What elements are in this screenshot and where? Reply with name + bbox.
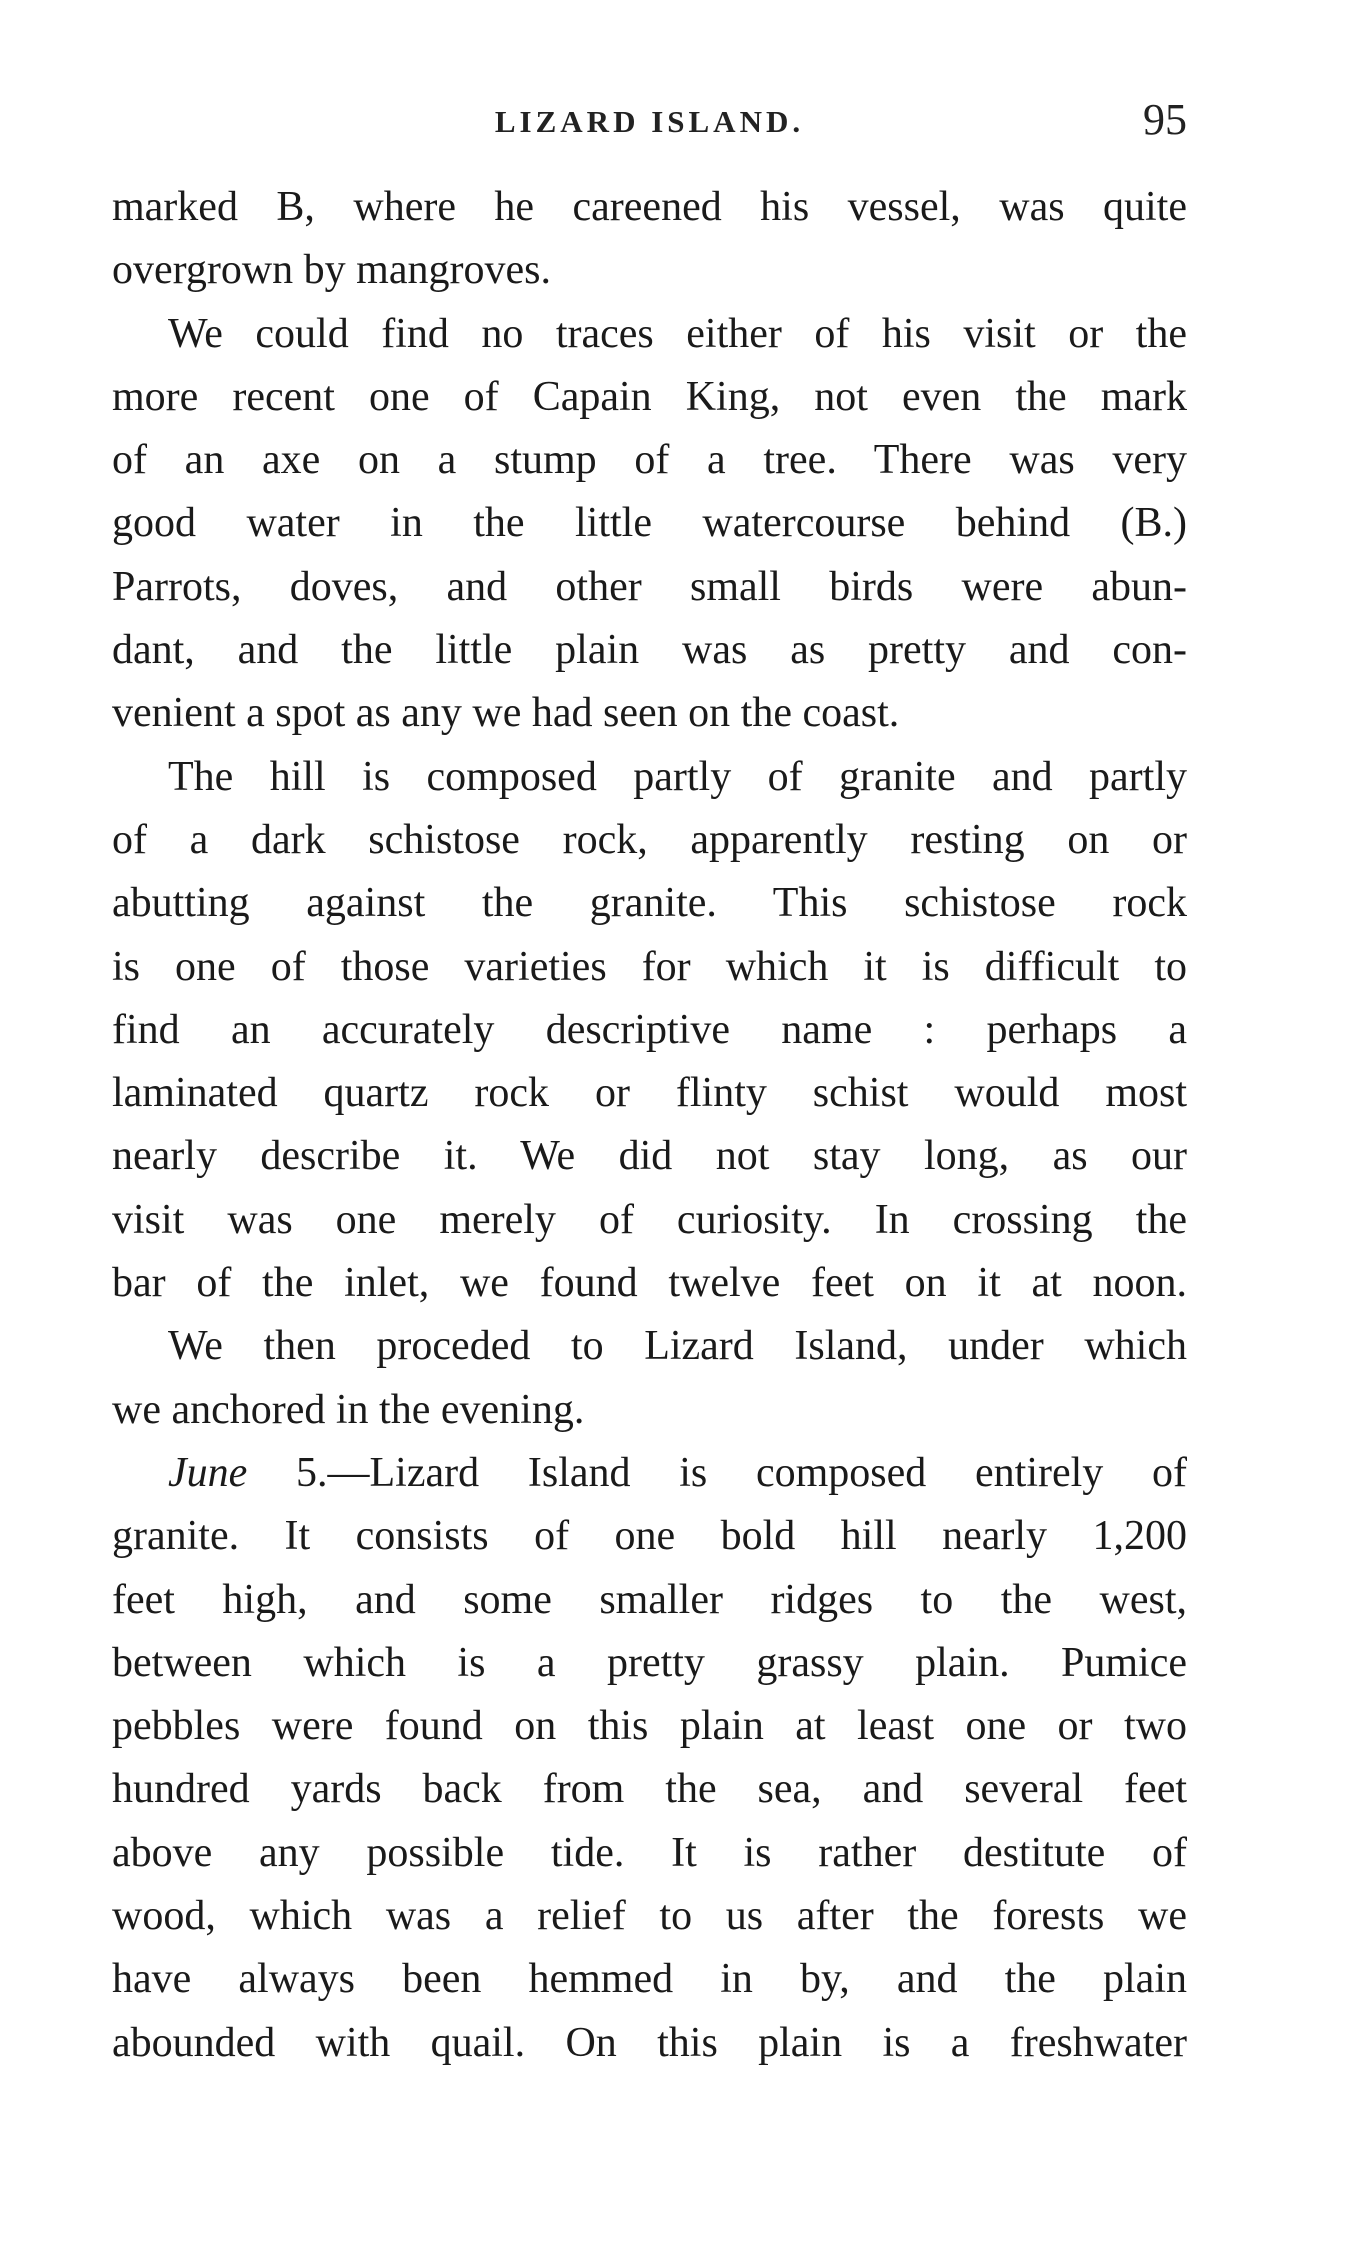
text-line: of an axe on a stump of a tree. There was very (112, 437, 1187, 484)
date-text: 5.—Lizard Island is composed entirely of (296, 1449, 1187, 1496)
text-line: We could find no traces either of his visit or the (168, 310, 1187, 357)
date-italic: June (168, 1449, 248, 1496)
text-line: wood, which was a relief to us after the forests we (112, 1893, 1187, 1940)
text-line: of a dark schistose rock, apparently resting on or (112, 816, 1187, 863)
text-line: is one of those varieties for which it is difficult to (112, 943, 1187, 990)
text-line: laminated quartz rock or flinty schist would most (112, 1070, 1187, 1117)
text-line: abutting against the granite. This schistose rock (112, 880, 1187, 927)
running-title: LIZARD ISLAND. (494, 104, 805, 139)
text-line: bar of the inlet, we found twelve feet on it at noon. (112, 1260, 1187, 1307)
text-line: marked B, where he careened his vessel, was quite (112, 184, 1187, 230)
text-line: good water in the little watercourse behind (B.) (112, 500, 1187, 547)
text-line: Parrots, doves, and other small birds were abun- (112, 563, 1187, 610)
text-line: granite. It consists of one bold hill nearly 1,200 (112, 1513, 1187, 1560)
text-line: above any possible tide. It is rather destitute of (112, 1829, 1187, 1876)
text-line: nearly describe it. We did not stay long, as our (112, 1133, 1187, 1180)
text-line: feet high, and some smaller ridges to the west, (112, 1576, 1187, 1623)
text-line: more recent one of Capain King, not even the mark (112, 373, 1187, 420)
text-line: dant, and the little plain was as pretty and con- (112, 627, 1187, 674)
text-line: have always been hemmed in by, and the plain (112, 1956, 1187, 2003)
text-line: overgrown by mangroves. (112, 247, 551, 294)
text-line-dated (112, 1442, 1187, 1505)
body-text (112, 176, 1187, 2075)
page-number: 95 (1143, 95, 1187, 144)
text-line: we anchored in the evening. (112, 1386, 585, 1433)
text-line: venient a spot as any we had seen on the coast. (112, 690, 900, 737)
page-header (112, 94, 1187, 154)
text-line: visit was one merely of curiosity. In crossing the (112, 1196, 1187, 1243)
text-line: pebbles were found on this plain at least one or two (112, 1703, 1187, 1750)
text-line: hundred yards back from the sea, and several feet (112, 1766, 1187, 1813)
text-line: find an accurately descriptive name : perhaps a (112, 1006, 1187, 1053)
text-line: abounded with quail. On this plain is a freshwater (112, 2019, 1187, 2066)
text-line: We then proceded to Lizard Island, under which (168, 1323, 1187, 1370)
text-line: between which is a pretty grassy plain. Pumice (112, 1639, 1187, 1686)
text-line: The hill is composed partly of granite and partly (168, 753, 1187, 800)
